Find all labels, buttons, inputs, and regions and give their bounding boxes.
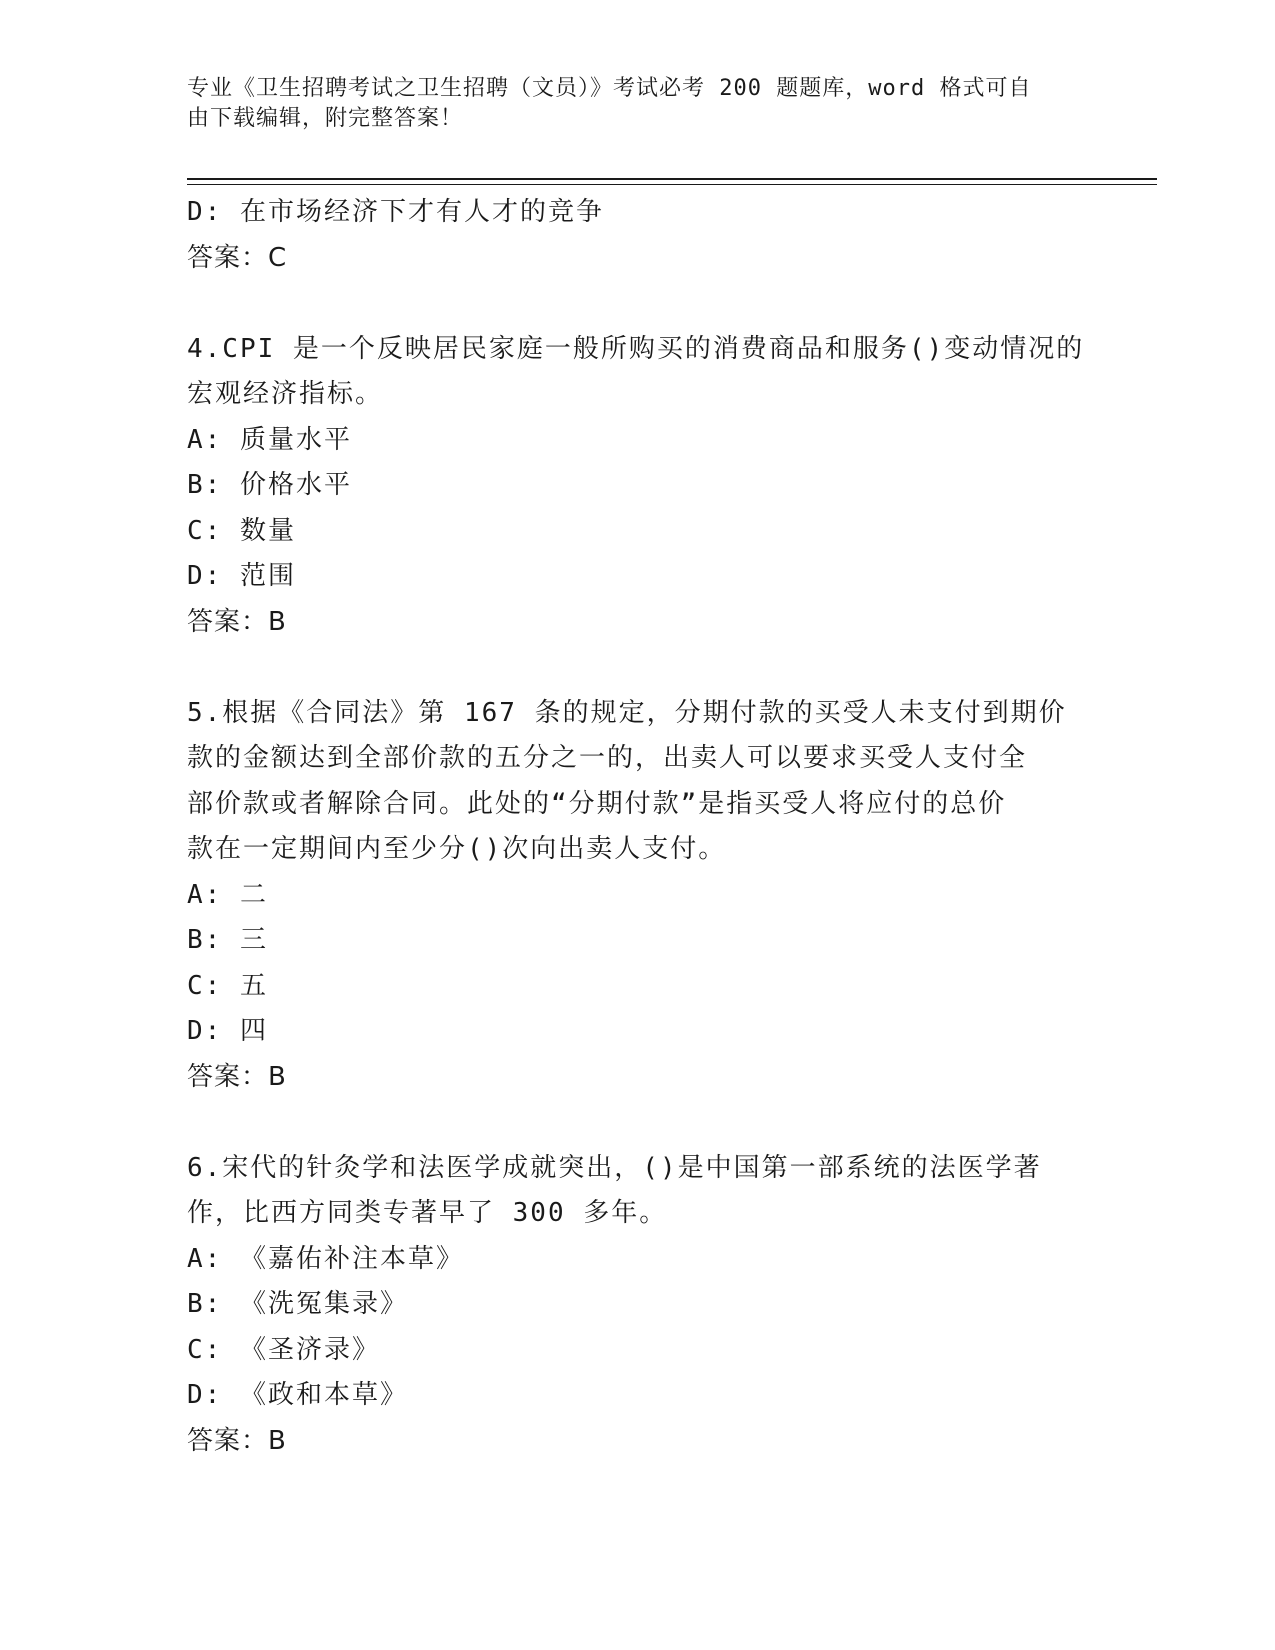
question-stem-line: 4.CPI 是一个反映居民家庭一般所购买的消费商品和服务()变动情况的	[187, 333, 1085, 364]
option-c: C: 《圣济录》	[187, 1334, 380, 1365]
option-d: D: 在市场经济下才有人才的竞争	[187, 197, 604, 227]
question-4	[187, 327, 1087, 646]
option-c: C: 五	[187, 970, 268, 1001]
header-rule-thick	[187, 178, 1157, 180]
spacer	[187, 281, 1087, 327]
question-stem-line: 5.根据《合同法》第 167 条的规定，分期付款的买受人未支付到期价	[187, 697, 1067, 728]
question-stem-line: 部价款或者解除合同。此处的“分期付款”是指买受人将应付的总价	[187, 788, 1007, 819]
answer-line: 答案：B	[187, 606, 287, 637]
answer-line: 答案：B	[187, 1061, 287, 1092]
answer-line: 答案：C	[187, 242, 288, 273]
option-d: D: 范围	[187, 561, 296, 591]
option-a: A: 质量水平	[187, 424, 352, 455]
question-stem-line: 作，比西方同类专著早了 300 多年。	[187, 1198, 668, 1228]
header-line-1: 专业《卫生招聘考试之卫生招聘（文员）》考试必考 200 题题库，word 格式可自	[187, 76, 1032, 101]
question-5	[187, 691, 1087, 1101]
question-stem-line: 款的金额达到全部价款的五分之一的，出卖人可以要求买受人支付全	[187, 743, 1028, 773]
question-stem-line: 6.宋代的针灸学和法医学成就突出，()是中国第一部系统的法医学著	[187, 1152, 1042, 1183]
option-d: D: 四	[187, 1016, 268, 1046]
option-c: C: 数量	[187, 515, 296, 546]
question-6	[187, 1146, 1087, 1465]
option-b: B: 《洗冤集录》	[187, 1289, 408, 1319]
header-rule-thin	[187, 184, 1157, 185]
option-b: B: 三	[187, 925, 268, 955]
option-b: B: 价格水平	[187, 470, 352, 500]
question-stem-line: 宏观经济指标。	[187, 379, 384, 409]
document-header	[187, 74, 1067, 134]
answer-line: 答案：B	[187, 1425, 287, 1456]
header-line-2: 由下载编辑，附完整答案！	[187, 106, 464, 131]
option-d: D: 《政和本草》	[187, 1380, 408, 1410]
spacer	[187, 645, 1087, 691]
spacer	[187, 1100, 1087, 1146]
question-list	[187, 190, 1087, 1464]
option-a: A: 《嘉佑补注本草》	[187, 1243, 464, 1274]
question-stem-line: 款在一定期间内至少分()次向出卖人支付。	[187, 834, 727, 864]
option-a: A: 二	[187, 879, 268, 910]
